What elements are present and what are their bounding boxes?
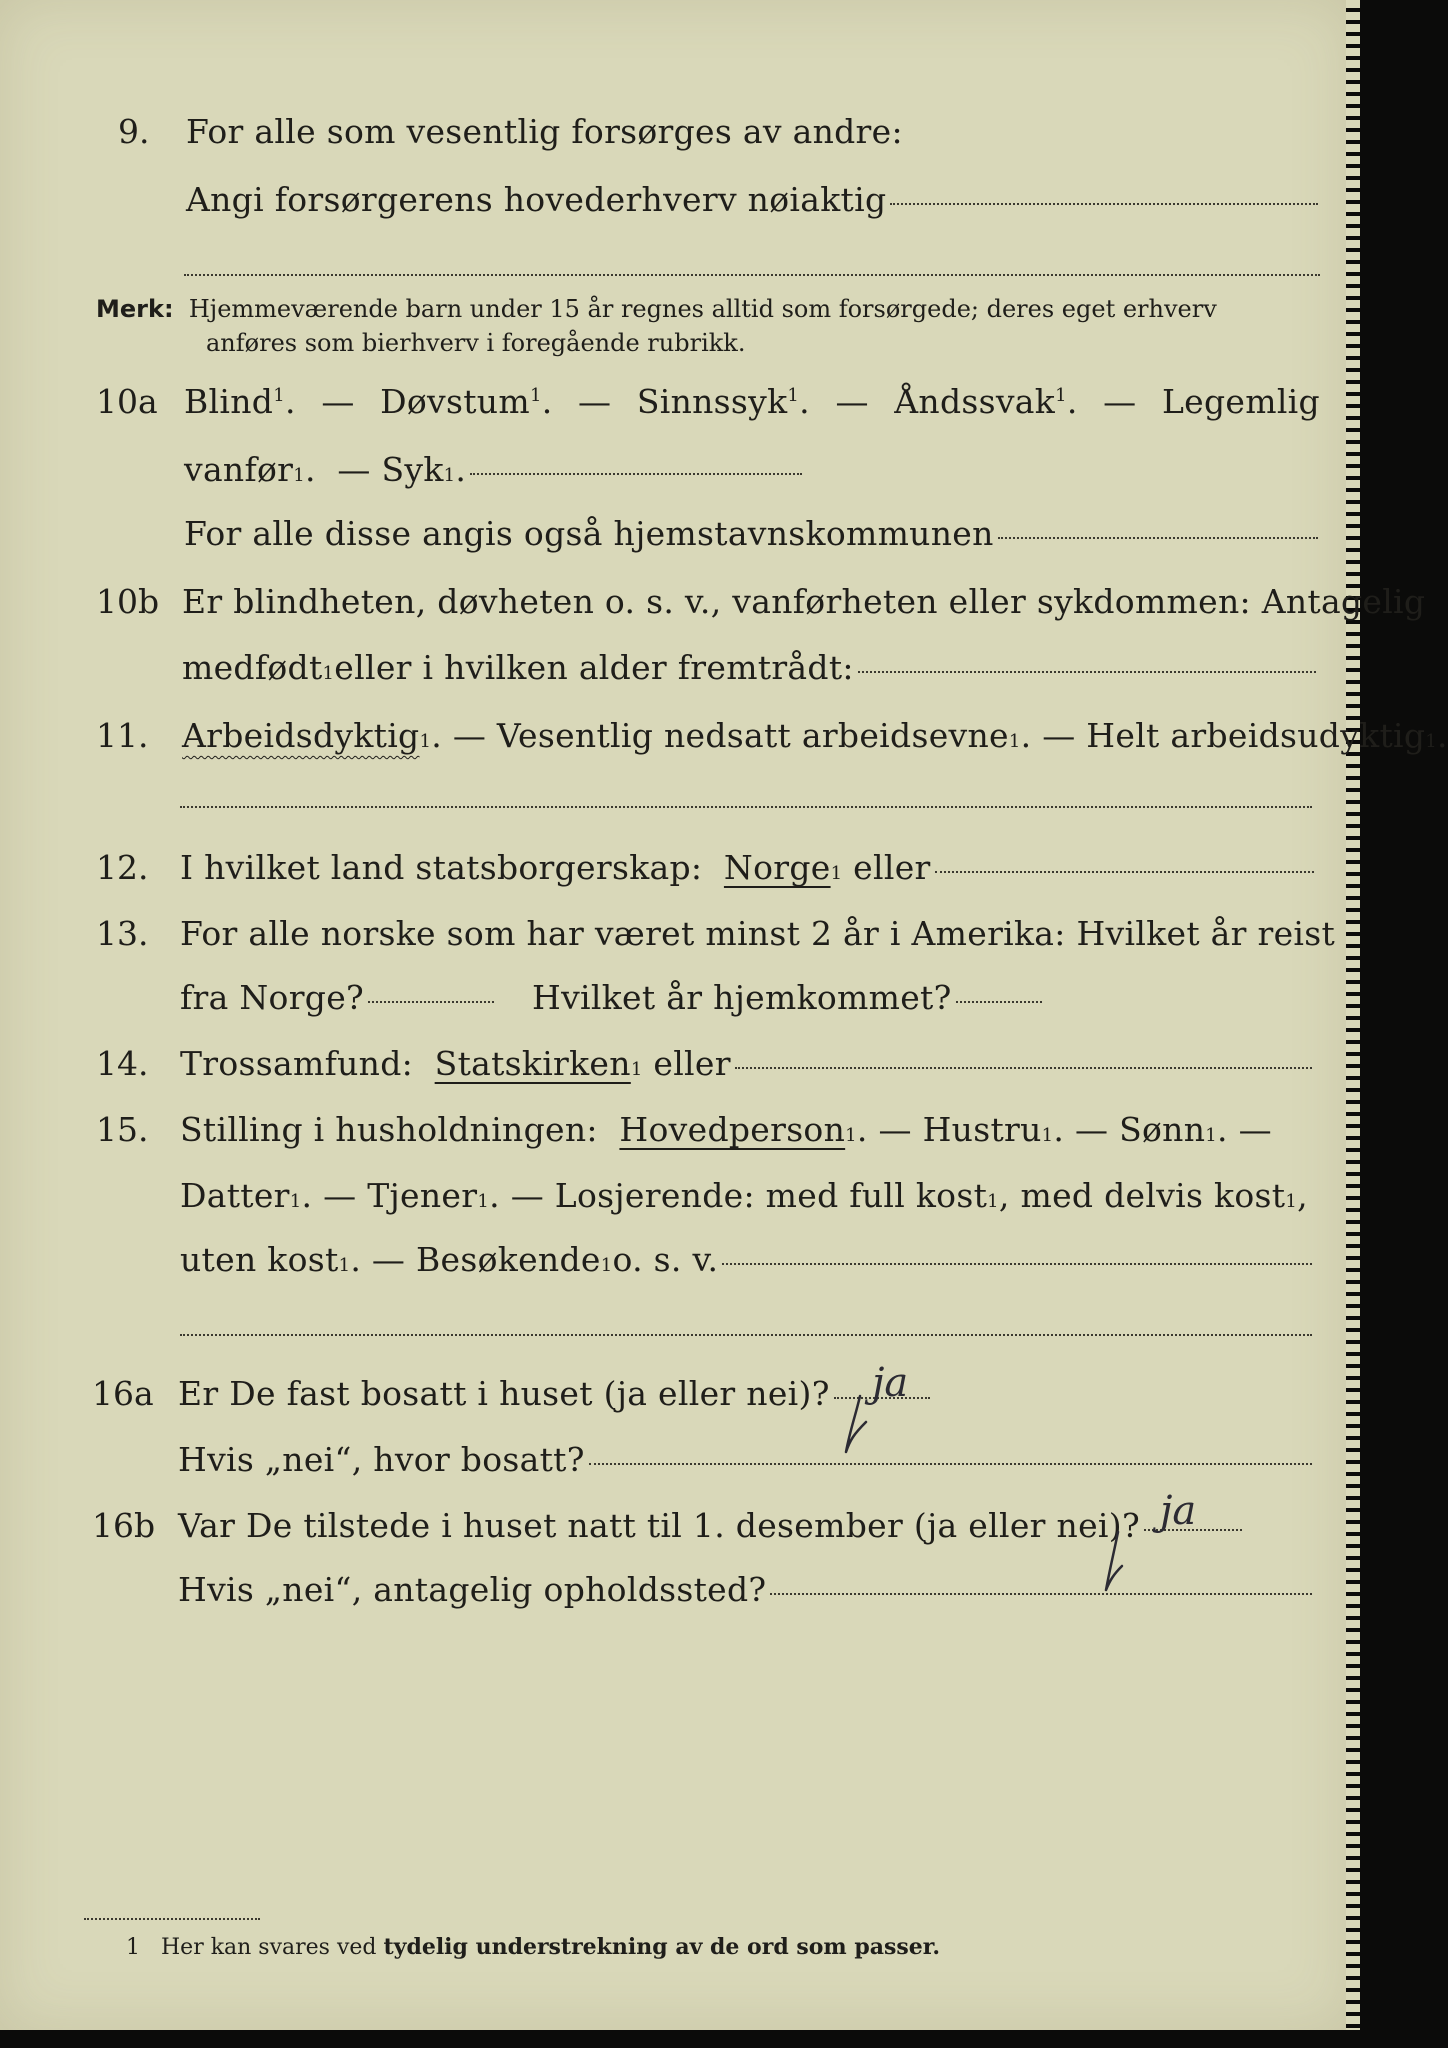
q13-hjemkommet: Hvilket år hjemkommet?	[532, 978, 952, 1017]
q16a-line1	[178, 1374, 930, 1413]
footnote-rule	[84, 1918, 260, 1920]
q10a-number: 10a	[96, 382, 158, 421]
q12-line: I hvilket land statsborgerskap: Norge 1 eller	[180, 848, 1314, 887]
q15-number: 15.	[96, 1110, 149, 1149]
option-tjener[interactable]: . — Tjener	[301, 1176, 478, 1215]
q16a-number: 16a	[92, 1374, 154, 1413]
q15-answer-field-2[interactable]	[180, 1334, 1312, 1336]
footnote-ref: 1	[273, 385, 286, 406]
q10a-line1: Blind$^1$. — Døvstum$^1$. — Sinnssyk$^1$. — Åndssvak$^1$. — Legemlig	[184, 382, 1320, 421]
option-arbeidsdyktig[interactable]: Arbeidsdyktig	[182, 716, 420, 755]
option-hustru[interactable]: . — Hustru	[856, 1110, 1042, 1149]
footnote-bold: tydelig understrekning	[383, 1934, 668, 1960]
q9-line2	[186, 180, 1318, 219]
merk-label: Merk:	[96, 295, 174, 323]
option-vesentlig-nedsatt[interactable]: . — Vesentlig nedsatt arbeidsevne	[431, 716, 1009, 755]
q14-line: Trossamfund: Statskirken 1 eller	[180, 1044, 1312, 1083]
q15-osv: o. s. v.	[612, 1240, 719, 1279]
q15-line3: uten kost 1 . — Besøkende 1 o. s. v.	[180, 1240, 1312, 1279]
q16a-line2	[178, 1440, 1312, 1479]
q11-answer-field[interactable]	[180, 806, 1312, 808]
merk-text1: Hjemmeværende barn under 15 år regnes alltid som forsørgede; deres eget erhverv	[188, 295, 1217, 323]
q9-line1	[186, 112, 1316, 151]
q11-line: Arbeidsdyktig 1 . — Vesentlig nedsatt arbeidsevne 1 . — Helt arbeidsudyktig 1 .	[182, 716, 1448, 755]
option-statskirken[interactable]: Statskirken	[434, 1044, 631, 1083]
q10b-alder-field[interactable]	[858, 671, 1316, 673]
option-blind[interactable]: Blind	[184, 382, 274, 421]
q12-eller: eller	[853, 848, 931, 887]
footnote-text1: Her kan svares ved	[160, 1935, 384, 1960]
footnote	[126, 1934, 940, 1960]
option-medfodt[interactable]: medfødt	[182, 648, 323, 687]
q15-text: Stilling i husholdningen:	[180, 1110, 598, 1149]
q10a-text3: For alle disse angis også hjemstavnskommunen	[184, 514, 994, 553]
q9-answer-field-2[interactable]	[184, 274, 1320, 276]
q10a-line3	[184, 514, 1318, 553]
q16b-handwritten-answer[interactable]: ja	[1160, 1488, 1197, 1534]
footnote-ref: 1	[529, 385, 542, 406]
q13-number: 13.	[96, 914, 149, 953]
q13-line2	[180, 978, 1042, 1017]
q16b-text2: Hvis „nei“, antagelig opholdssted?	[178, 1570, 767, 1609]
option-dovstum[interactable]: Døvstum	[380, 382, 530, 421]
q15-comma: ,	[1297, 1176, 1308, 1215]
q14-trossamfund-field[interactable]	[735, 1067, 1312, 1069]
option-hovedperson[interactable]: Hovedperson	[619, 1110, 846, 1149]
q15-dash: . —	[1217, 1110, 1272, 1149]
option-besokende[interactable]: . — Besøkende	[350, 1240, 601, 1279]
option-sinnssyk[interactable]: Sinnssyk	[636, 382, 788, 421]
q15-stilling-field[interactable]	[722, 1263, 1312, 1265]
option-syk[interactable]: Syk	[381, 450, 444, 489]
q10b-line1	[182, 582, 1426, 621]
q16b-number: 16b	[92, 1506, 156, 1545]
q14-eller: eller	[653, 1044, 731, 1083]
q10b-line2: medfødt 1 eller i hvilken alder fremtrådt:	[182, 648, 1316, 687]
option-andssvak[interactable]: Åndssvak	[894, 382, 1056, 421]
q11-period: .	[1437, 716, 1448, 755]
q13-line1	[180, 914, 1336, 953]
q10b-number: 10b	[96, 582, 160, 621]
footnote-ref: 1	[787, 385, 800, 406]
option-legemlig-vanfor[interactable]: vanfør	[184, 450, 294, 489]
q12-text: I hvilket land statsborgerskap:	[180, 848, 703, 887]
q16b-line1	[178, 1506, 1242, 1545]
q13-fra-norge: fra Norge?	[180, 978, 365, 1017]
footnote-text2: av de ord som passer.	[667, 1934, 940, 1960]
q16b-opholdssted-field[interactable]	[770, 1593, 1312, 1595]
perforated-edge	[1346, 0, 1360, 2030]
footnote-ref: 1	[1055, 385, 1067, 406]
q10b-text2: eller i hvilken alder fremtrådt:	[334, 648, 854, 687]
q9-number: 9.	[118, 112, 150, 151]
merk-note	[96, 292, 1316, 360]
q12-land-field[interactable]	[935, 871, 1314, 873]
q16a-handwritten-answer[interactable]: ja	[872, 1360, 909, 1406]
q10b-text1: Er blindheten, døvheten o. s. v., vanførheten eller sykdommen: Antagelig	[182, 582, 1426, 621]
option-datter[interactable]: Datter	[180, 1176, 290, 1215]
footnote-mark: 1	[126, 1935, 140, 1960]
q16b-text1: Var De tilstede i huset natt til 1. desember (ja eller nei)?	[178, 1506, 1140, 1545]
option-helt-arbeidsudyktig[interactable]: . — Helt arbeidsudyktig	[1020, 716, 1426, 755]
q9-answer-field[interactable]	[890, 203, 1318, 205]
q10a-syk-field[interactable]	[470, 473, 802, 475]
q13-hjemkommet-field[interactable]	[956, 1001, 1042, 1003]
q9-text2: Angi forsørgerens hovederhverv nøiaktig	[186, 180, 887, 219]
q10a-hjemstavn-field[interactable]	[998, 537, 1318, 539]
q14-number: 14.	[96, 1044, 149, 1083]
q16a-text2: Hvis „nei“, hvor bosatt?	[178, 1440, 585, 1479]
q15-line2: Datter 1 . — Tjener 1 . — Losjerende: med full kost 1 , med delvis kost 1 ,	[180, 1176, 1308, 1215]
q16a-bosatt-field[interactable]	[589, 1463, 1312, 1465]
q16a-text1: Er De fast bosatt i huset (ja eller nei)?	[178, 1374, 830, 1413]
option-norge[interactable]: Norge	[723, 848, 831, 887]
q13-text1: For alle norske som har været minst 2 år i Amerika: Hvilket år reist	[180, 914, 1336, 953]
option-legemlig-label: Legemlig	[1161, 382, 1320, 421]
q9-text1: For alle som vesentlig forsørges av andre:	[186, 112, 903, 151]
q11-number: 11.	[96, 716, 149, 755]
q12-number: 12.	[96, 848, 149, 887]
option-delvis-kost[interactable]: , med delvis kost	[998, 1176, 1286, 1215]
merk-text2: anføres som bierhverv i foregående rubrikk.	[206, 329, 746, 357]
q16b-line2	[178, 1570, 1312, 1609]
option-sonn[interactable]: . — Sønn	[1053, 1110, 1206, 1149]
q15-line1: Stilling i husholdningen: Hovedperson 1 . — Hustru 1 . — Sønn 1 . —	[180, 1110, 1272, 1149]
option-full-kost[interactable]: . — Losjerende: med full kost	[489, 1176, 988, 1215]
q14-text: Trossamfund:	[180, 1044, 414, 1083]
q13-reist-field[interactable]	[368, 1001, 494, 1003]
option-uten-kost[interactable]: uten kost	[180, 1240, 339, 1279]
q10a-line2: vanfør 1 . — Syk 1 .	[184, 450, 802, 489]
